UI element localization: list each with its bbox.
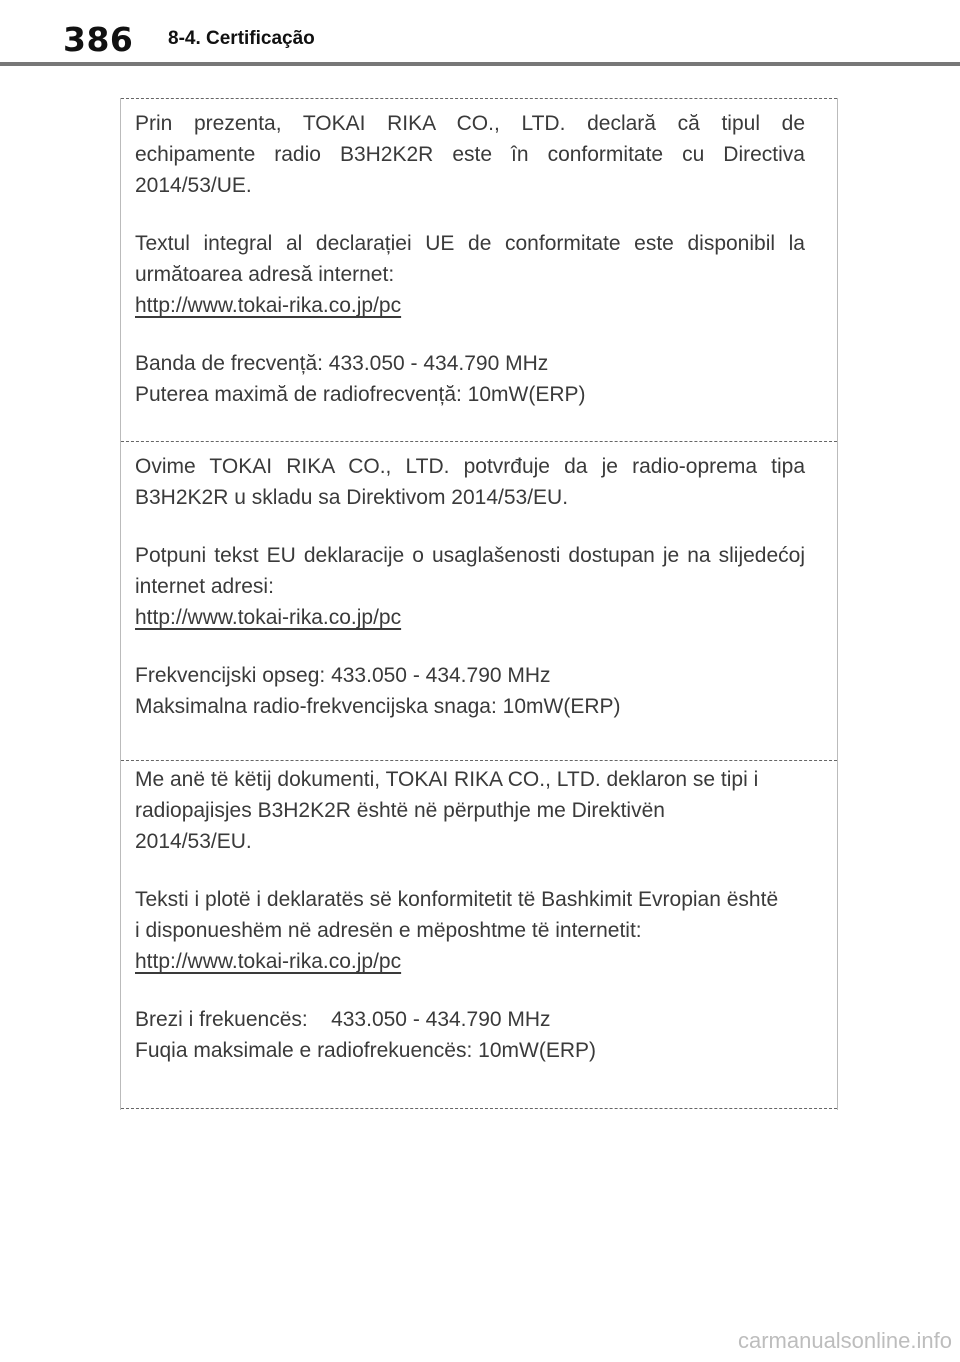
declaration-line: B3H2K2R u skladu sa Direktivom 2014/53/EU. [135,486,569,509]
frequency-band: Frekvencijski opseg: 433.050 - 434.790 MHz [135,664,551,687]
divider [121,441,837,442]
declaration-line: 2014/53/UE. [135,174,252,197]
declaration-line: Prin prezenta, TOKAI RIKA CO., LTD. declară că tipul de [135,112,805,135]
frequency-band: Banda de frecvență: 433.050 - 434.790 MHz [135,352,549,375]
divider [121,760,837,761]
frequency-band: Brezi i frekuencës: 433.050 - 434.790 MHz [135,1008,551,1031]
header-rule [0,62,960,66]
declaration-line: Ovime TOKAI RIKA CO., LTD. potvrđuje da je radio-oprema tipa [135,455,805,478]
page-number: 386 [63,20,134,59]
declaration-albanian [135,764,805,1066]
declaration-romanian [135,108,805,410]
fulltext-line: Textul integral al declarației UE de conformitate este disponibil la [135,232,805,255]
fulltext-line: internet adresi: [135,575,274,598]
section-title: 8-4. Certificação [168,28,315,49]
divider-top [121,98,837,99]
declaration-line: Me anë të këtij dokumenti, TOKAI RIKA CO., LTD. deklaron se tipi i [135,768,759,791]
declaration-url-link[interactable]: http://www.tokai-rika.co.jp/pc [135,294,402,317]
declaration-line: 2014/53/EU. [135,830,252,853]
certification-box [120,98,838,1110]
fulltext-line: următoarea adresă internet: [135,263,395,286]
page-header [0,0,960,66]
declaration-url-link[interactable]: http://www.tokai-rika.co.jp/pc [135,606,402,629]
declaration-url-link[interactable]: http://www.tokai-rika.co.jp/pc [135,950,402,973]
declaration-line: echipamente radio B3H2K2R este în conformitate cu Directiva [135,143,805,166]
fulltext-line: i disponueshëm në adresën e mëposhtme të internetit: [135,919,642,942]
fulltext-line: Teksti i plotë i deklaratës së konformitetit të Bashkimit Evropian është [135,888,779,911]
max-power: Fuqia maksimale e radiofrekuencës: 10mW(ERP) [135,1039,596,1062]
declaration-line: radiopajisjes B3H2K2R është në përputhje me Direktivën [135,799,665,822]
max-power: Maksimalna radio-frekvencijska snaga: 10mW(ERP) [135,695,621,718]
max-power: Puterea maximă de radiofrecvență: 10mW(ERP) [135,383,586,406]
fulltext-line: Potpuni tekst EU deklaracije o usaglašenosti dostupan je na slijedećoj [135,544,805,567]
declaration-serbian [135,451,805,722]
divider-bottom [121,1108,837,1109]
watermark: carmanualsonline.info [737,1328,952,1353]
